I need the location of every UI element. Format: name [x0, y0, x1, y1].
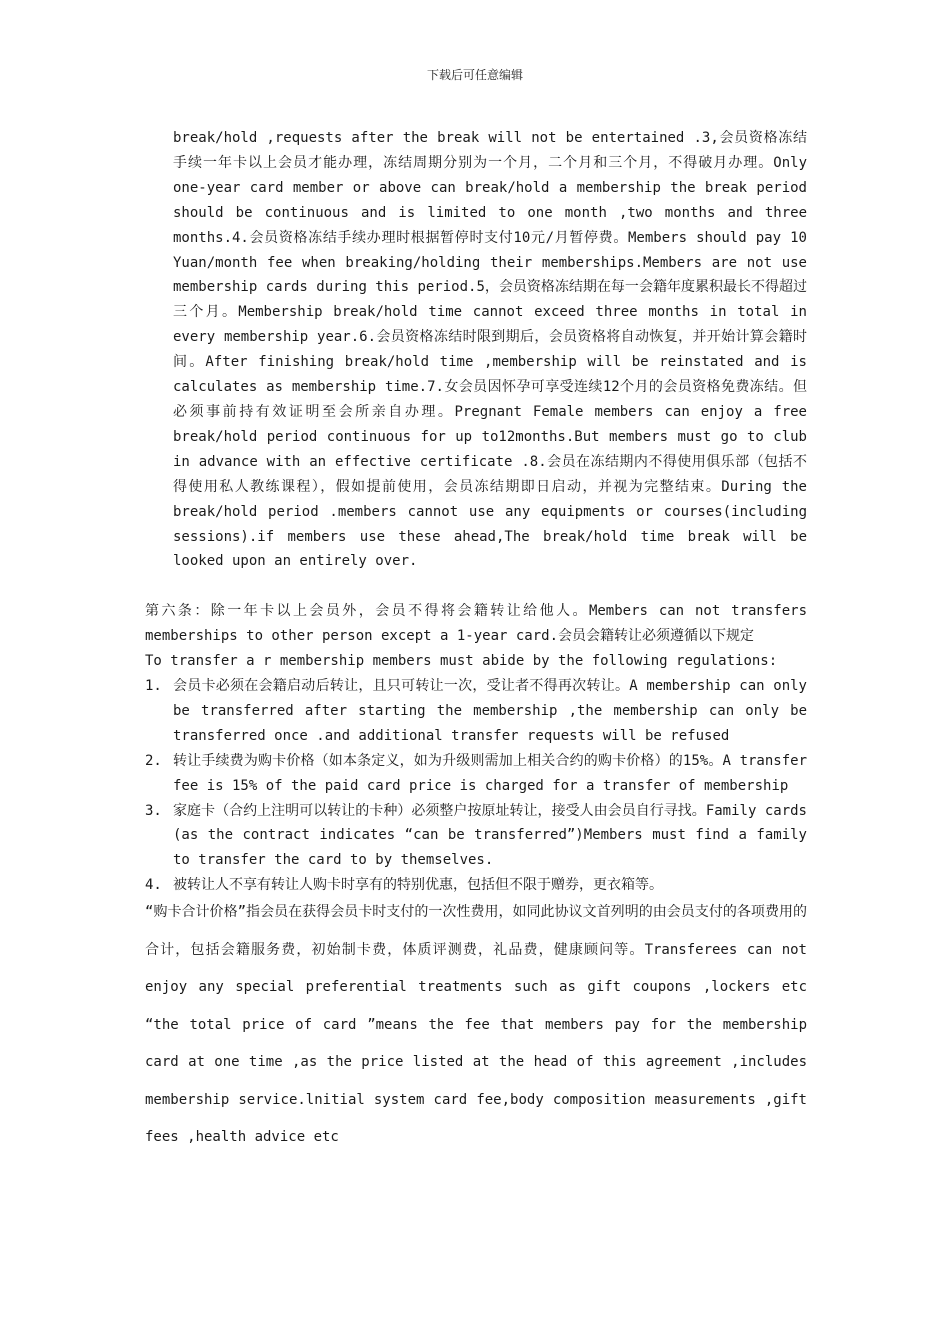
list-item-text: 会员卡必须在会籍启动后转让，且只可转让一次，受让者不得再次转让。A membership can only be transferred after starting the membership ,the membership can only be transferred once .and additional transfer requests will be refused [173, 678, 807, 744]
list-item-number: 4. [145, 877, 162, 894]
list-item-text: 家庭卡（合约上注明可以转让的卡种）必须整户按原址转让，接受人由会员自行寻找。Family cards (as the contract indicates “can be transferred”)Members must find a family to transfer the card to by themselves. [173, 802, 807, 869]
break-hold-section [145, 126, 807, 574]
transfer-rules-list [145, 674, 807, 898]
list-item [145, 873, 807, 898]
break-hold-paragraph: break/hold ,requests after the break will not be entertained .3,会员资格冻结手续一年卡以上会员才能办理，冻结周期分别为一个月，二个月和三个月，不得破月办理。Only one-year card member or above can break/hold a membership the break period should be continuous and is limited to one month ,two months and three months.4.会员资格冻结手续办理时根据暂停时支付10元/月暂停费。Members should pay 10 Yuan/month fee when breaking/holding their memberships.Members are not use membership cards during this period.5，会员资格冻结期在每一会籍年度累积最长不得超过三个月。Membership break/hold time cannot exceed three months in total in every membership year.6.会员资格冻结时限到期后，会员资格将自动恢复，并开始计算会籍时间。After finishing break/hold time ,membership will be reinstated and is calculates as membership time.7.女会员因怀孕可享受连续12个月的会员资格免费冻结。但必须事前持有效证明至会所亲自办理。Pregnant Female members can enjoy a free break/hold period continuous for up to12months.But members must go to club in advance with an effective certificate .8.会员在冻结期内不得使用俱乐部（包括不得使用私人教练课程），假如提前使用，会员冻结期即日启动，并视为完整结束。During the break/hold period .members cannot use any equipments or courses(including sessions).if members use these ahead,The break/hold time break will be looked upon an entirely over. [173, 130, 807, 570]
article-6 [145, 599, 807, 1156]
list-item [145, 674, 807, 749]
definition-paragraph: “购卡合计价格”指会员在获得会员卡时支付的一次性费用，如同此协议文首列明的由会员支付的各项费用的合计，包括会籍服务费，初始制卡费，体质评测费，礼品费，健康顾问等。Transferees can not enjoy any special preferential treatments such as gift coupons ,lockers etc “the total price of card ”means the fee that members pay for the membership card at one time ,as the price listed at the head of this agreement ,includes membership service.lnitial system card fee,body composition measurements ,gift fees ,health advice etc [145, 904, 807, 1146]
list-item-number: 3. [145, 802, 162, 819]
list-item-number: 1. [145, 678, 162, 695]
list-item [145, 749, 807, 799]
article-6-regulations-line: To transfer a r membership members must abide by the following regulations: [145, 653, 778, 670]
document-body [145, 126, 807, 1157]
list-item-number: 2. [145, 752, 162, 769]
total-price-definition [145, 894, 807, 1157]
list-item-text: 转让手续费为购卡价格（如本条定义，如为升级则需加上相关合约的购卡价格）的15%。A transfer fee is 15% of the paid card price is charged for a transfer of membership [173, 752, 807, 794]
list-item [145, 799, 807, 874]
article-6-intro: 第六条：除一年卡以上会员外，会员不得将会籍转让给他人。Members can not transfers memberships to other person except a 1-year card.会员会籍转让必须遵循以下规定 [145, 603, 807, 645]
page-header: 下载后可任意编辑 [426, 68, 523, 82]
list-item-text: 被转让人不享有转让人购卡时享有的特别优惠，包括但不限于赠券，更衣箱等。 [173, 877, 663, 894]
